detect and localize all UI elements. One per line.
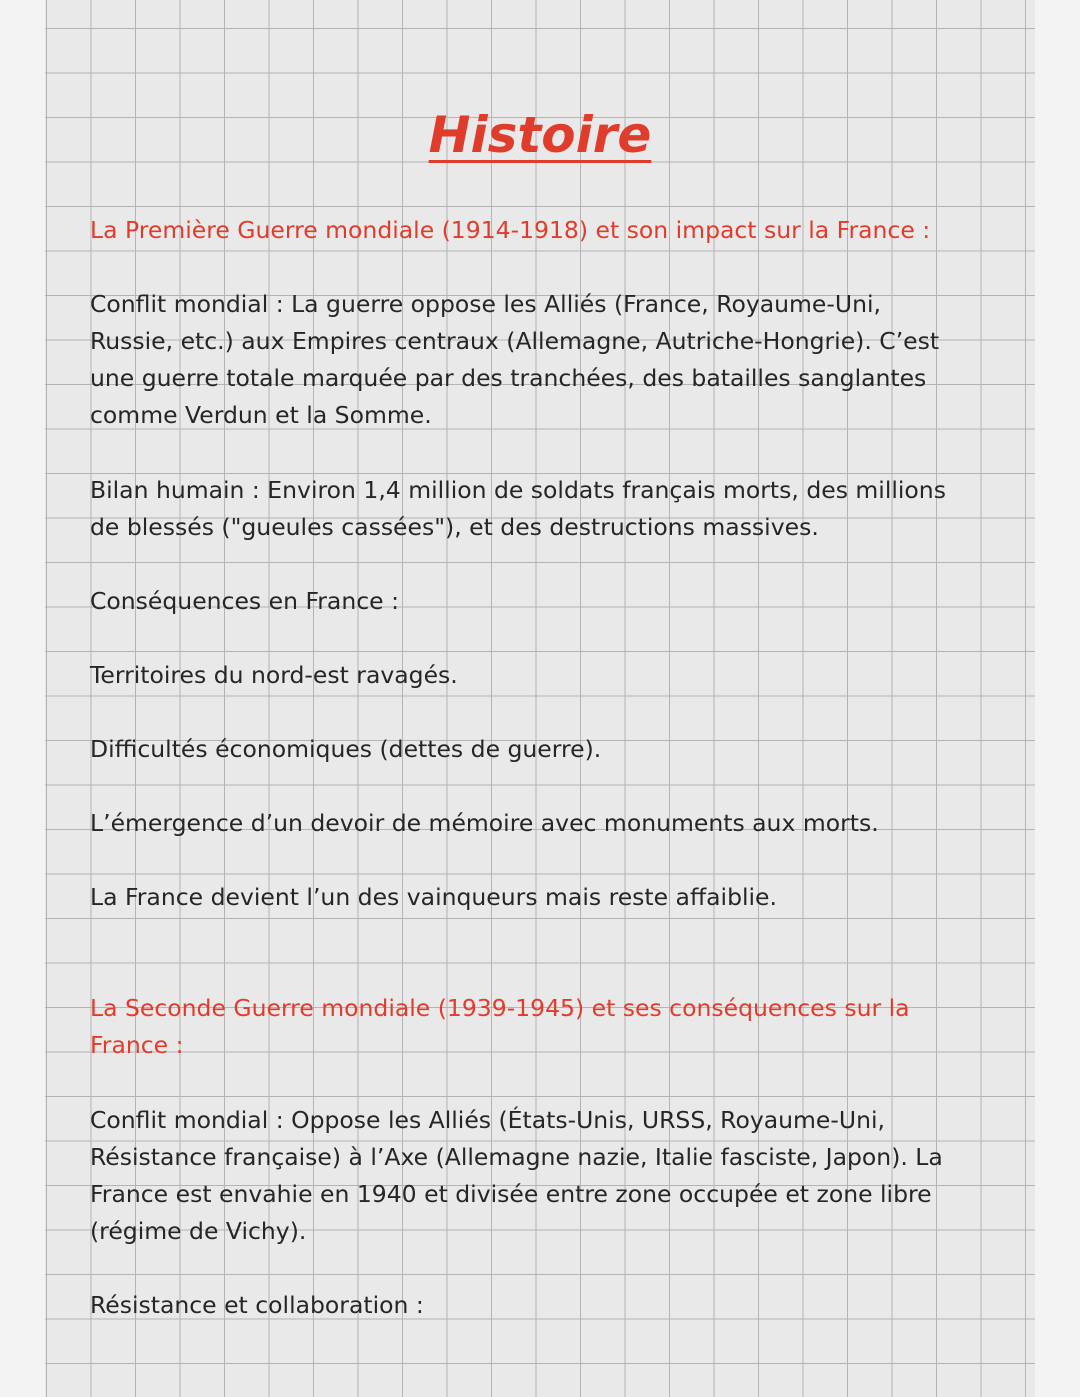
consequence-item: La France devient l’un des vainqueurs mais reste affaiblie.: [90, 883, 777, 911]
page-title: Histoire: [428, 106, 652, 164]
consequence-item: Difficultés économiques (dettes de guerre).: [90, 735, 602, 763]
section2-resistance-label: Résistance et collaboration :: [90, 1291, 424, 1319]
section2-conflit-line: France est envahie en 1940 et divisée entre zone occupée et zone libre: [90, 1180, 932, 1208]
consequence-item: L’émergence d’un devoir de mémoire avec monuments aux morts.: [90, 809, 879, 837]
section2-heading: France :: [90, 1031, 184, 1059]
consequence-item: Territoires du nord-est ravagés.: [90, 661, 458, 689]
section1-conflit-line: une guerre totale marquée par des tranchées, des batailles sanglantes: [90, 364, 927, 392]
section1-bilan-line: de blessés ("gueules cassées"), et des destructions massives.: [90, 513, 819, 541]
section1-consequences-label: Conséquences en France :: [90, 587, 399, 615]
section1-heading: La Première Guerre mondiale (1914-1918) et son impact sur la France :: [90, 216, 931, 244]
section2-heading: La Seconde Guerre mondiale (1939-1945) et ses conséquences sur la: [90, 994, 910, 1022]
section1-conflit-line: Conflit mondial : La guerre oppose les Alliés (France, Royaume-Uni,: [90, 290, 881, 318]
section1-conflit-line: comme Verdun et la Somme.: [90, 401, 432, 429]
section2-conflit-line: Conflit mondial : Oppose les Alliés (États-Unis, URSS, Royaume-Uni,: [90, 1106, 885, 1134]
section1-bilan-line: Bilan humain : Environ 1,4 million de soldats français morts, des millions: [90, 476, 946, 504]
section2-conflit-line: Résistance française) à l’Axe (Allemagne nazie, Italie fasciste, Japon). La: [90, 1143, 943, 1171]
section1-conflit-line: Russie, etc.) aux Empires centraux (Allemagne, Autriche-Hongrie). C’est: [90, 327, 940, 355]
section2-conflit-line: (régime de Vichy).: [90, 1217, 307, 1245]
